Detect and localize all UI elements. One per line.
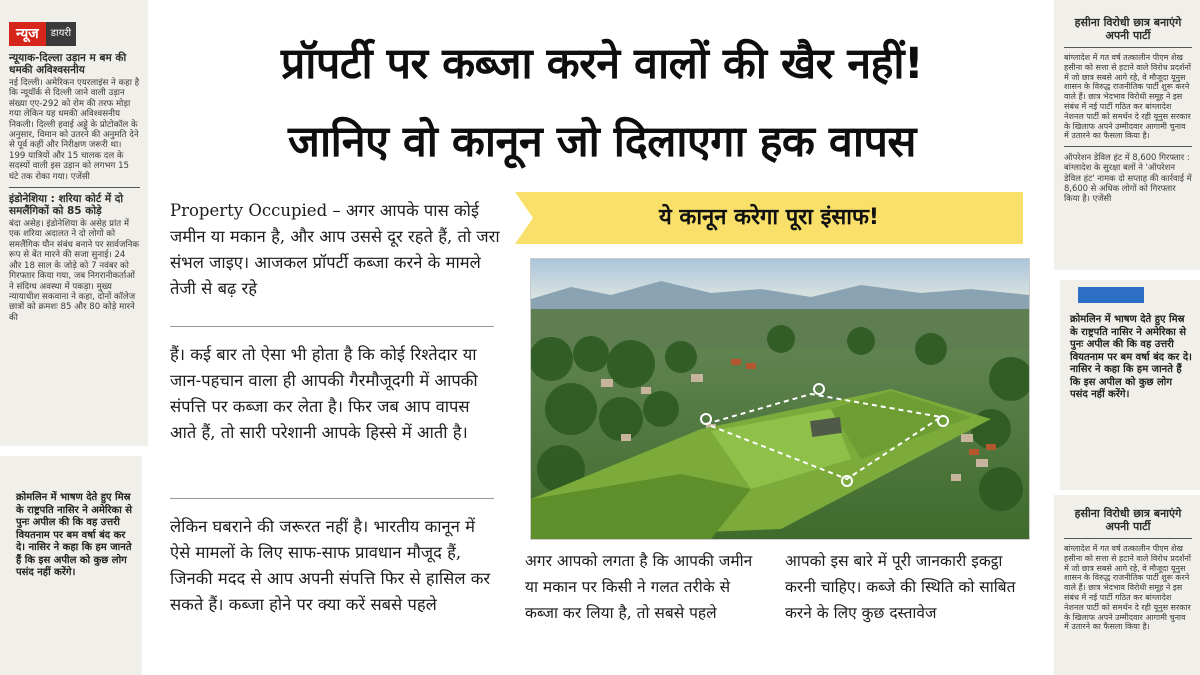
article-column-b: आपको इस बारे में पूरी जानकारी इकट्ठा करनी चाहिए। कब्जे की स्थिति को साबित करने के लिए कुछ दस्तावेज	[785, 552, 1016, 622]
news-diary-logo-red: न्यूज	[9, 22, 46, 46]
clipping-headline: हसीना विरोधी छात्र बनाएंगे अपनी पार्टी	[1074, 507, 1182, 533]
newspaper-clipping-left-bottom	[0, 456, 142, 675]
news-diary-logo	[9, 22, 76, 46]
clipping-body: नई दिल्ली। अमेरिकन एयरलाइंस ने कहा है कि न्यूयॉर्क से दिल्ली जाने वाली उड़ान संख्या एए-292 को रोम की तरफ मोड़ा गया लेकिन यह धमकी अविश्वसनीय निकली। दिल्ली हवाई अड्डे के प्रोटोकॉल के अनुसार, विमान को उतरने की अनुमति देने से पूर्व कहीं और निरीक्षण जरूरी था। 199 यात्रियों और 15 चालक दल के सदस्यों वाली इस उड़ान को लगभग 15 घंटे तक रोका गया। एजेंसी	[9, 78, 140, 182]
divider	[1064, 538, 1192, 539]
news-diary-logo-dark: डायरी	[46, 22, 76, 46]
aerial-farmland-photo	[530, 258, 1030, 540]
divider	[170, 498, 494, 499]
newspaper-clipping-right-bottom	[1054, 495, 1200, 675]
divider	[9, 187, 140, 188]
divider	[170, 326, 494, 327]
headline-line-2: जानिए वो कानून जो दिलाएगा हक वापस	[288, 117, 916, 167]
clipping-body: बांग्लादेश में गत वर्ष तत्कालीन पीएम शेख हसीना को सत्ता से हटाने वाले विरोध प्रदर्शनों में जो छात्र सबसे आगे रहे, वे मौजूदा यूनुस शासन के विरुद्ध राजनीतिक पार्टी शुरू करने वाले हैं। छात्र भेदभाव विरोधी समूह ने इस संबंध में नई पार्टी गठित कर बांग्लादेश नेशनल पार्टी को समर्थन दे रही यूनुस सरकार के खिलाफ अपने उम्मीदवार आगामी चुनाव में उतारने का फैसला किया है।	[1064, 544, 1191, 632]
divider	[1064, 146, 1192, 147]
aerial-farmland-icon	[531, 259, 1029, 539]
headline-line-1: प्रॉपर्टी पर कब्जा करने वालों की खैर नहीं!	[280, 39, 924, 89]
clipping-headline: हसीना विरोधी छात्र बनाएंगे अपनी पार्टी	[1074, 16, 1182, 42]
newspaper-clipping-right-mid	[1060, 280, 1200, 490]
article-paragraph-3: लेकिन घबराने की जरूरत नहीं है। भारतीय कानून में ऐसे मामलों के लिए साफ-साफ प्रावधान मौजूद हैं, जिनकी मदद से आप अपनी संपत्ति फिर से हासिल कर सकते हैं। कब्जा होने पर क्या करें सबसे पहले	[170, 517, 491, 614]
divider	[1064, 47, 1192, 48]
article-paragraph-1: Property Occupied – अगर आपके पास कोई जमीन या मकान है, और आप उससे दूर रहते हैं, तो जरा संभल जाइए। आजकल प्रॉपर्टी कब्जा करने के मामले तेजी से बढ़ रहे	[170, 201, 500, 298]
clipping-headline: इंडोनेशिया : शरिया कोर्ट में दो समलैंगिकों को 85 कोड़े	[9, 193, 124, 218]
clipping-body: क्रोमलिन में भाषण देते हुए मिस्र के राष्ट्रपति नासिर ने अमेरिका से पुनः अपील की कि वह उत्तरी वियतनाम पर बम वर्षा बंद कर दे। नासिर ने कहा कि हम जानते हैं कि इस अपील को कुछ लोग पसंद नहीं करेंगे।	[16, 492, 133, 578]
banner-text: ये कानून करेगा पूरा इंसाफ!	[659, 205, 879, 230]
blue-label-bar	[1078, 287, 1144, 303]
clipping-body: क्रोमलिन में भाषण देते हुए मिस्र के राष्ट्रपति नासिर ने अमेरिका से पुनः अपील की कि वह उत्तरी वियतनाम पर बम वर्षा बंद कर दे। नासिर ने कहा कि हम जानते हैं कि इस अपील को कुछ लोग पसंद नहीं करेंगे।	[1070, 314, 1192, 400]
article-paragraph-2: हैं। कई बार तो ऐसा भी होता है कि कोई रिश्तेदार या जान-पहचान वाला ही आपकी गैरमौजूदगी में आपकी संपत्ति पर कब्जा कर लेता है। फिर जब आप वापस आते हैं, तो सारी परेशानी आपके हिस्से में आती है।	[170, 345, 478, 442]
clipping-body: ऑपरेशन डेविल हंट में 8,600 गिरफ्तार : बांग्लादेश के सुरक्षा बलों ने 'ऑपरेशन डेविल हंट' नामक दो सप्ताह की कार्रवाई में 8,600 से अधिक लोगों को गिरफ्तार किया है। एजेंसी	[1064, 152, 1192, 203]
clipping-headline: न्यूयाक-दिल्ला उड़ान म बम की धमकी अविश्वसनीय	[9, 52, 127, 76]
newspaper-clipping-left-top	[0, 0, 148, 446]
clipping-body: बंदा असेह। इंडोनेशिया के असेह प्रांत में एक शरिया अदालत ने दो लोगों को समलैंगिक यौन संबंध बनाने पर सार्वजनिक रूप से बेंत मारने की सजा सुनाई। 24 और 18 साल के जोड़े को 7 नवंबर को गिरफ्तार किया गया, जब निगरानीकर्ताओं ने संदिग्ध अवस्था में पकड़ा। मुख्य न्यायाधीश सकवाना ने कहा, दोनों कॉलेज छात्रों को क्रमशः 85 और 80 कोड़े मारने की	[9, 219, 139, 323]
newspaper-clipping-right-top	[1054, 0, 1200, 270]
article-column-a: अगर आपको लगता है कि आपकी जमीन या मकान पर किसी ने गलत तरीके से कब्जा कर लिया है, तो सबसे पहले	[525, 552, 753, 622]
clipping-body: बांग्लादेश में गत वर्ष तत्कालीन पीएम शेख हसीना को सत्ता से हटाने वाले विरोध प्रदर्शनों में जो छात्र सबसे आगे रहे, वे मौजूदा यूनुस शासन के विरुद्ध राजनीतिक पार्टी शुरू करने वाले हैं। छात्र भेदभाव विरोधी समूह ने इस संबंध में नई पार्टी गठित कर बांग्लादेश नेशनल पार्टी को समर्थन दे रही यूनुस सरकार के खिलाफ अपने उम्मीदवार आगामी चुनाव में उतारने का फैसला किया है।	[1064, 53, 1191, 141]
highlight-banner	[515, 192, 1023, 244]
